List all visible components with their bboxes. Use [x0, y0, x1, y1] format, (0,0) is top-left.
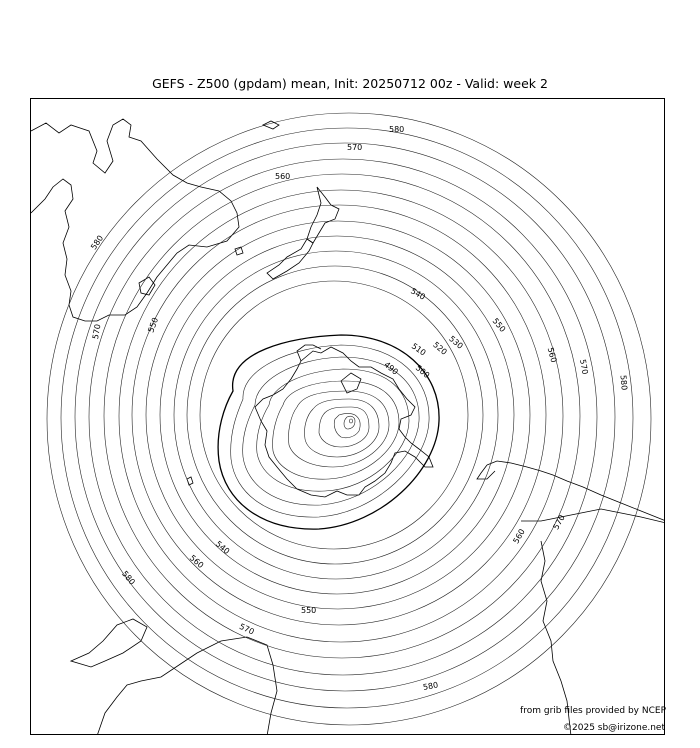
label-570-left: 570: [91, 323, 103, 340]
contour-525b: [200, 281, 468, 549]
contour-map: [31, 99, 665, 735]
contour-535: [231, 345, 432, 517]
copyright-credit: ©2025 sb@irizone.net: [563, 723, 665, 733]
label-570-top: 570: [347, 143, 363, 152]
label-570-lower-right: 570: [551, 513, 567, 532]
label-580-lower-left: 580: [120, 569, 137, 587]
data-source-credit: from grib files provided by NCEP: [520, 706, 666, 716]
contour-515: [288, 391, 389, 467]
label-550-left: 550: [146, 316, 161, 334]
height-contours: [47, 113, 651, 725]
label-490: 490: [382, 360, 400, 377]
contour-540b: [160, 236, 514, 594]
label-530: 530: [447, 334, 465, 351]
label-550-bottom: 550: [301, 606, 317, 615]
map-panel: [30, 98, 665, 735]
contour-510: [304, 399, 379, 457]
label-510: 510: [409, 341, 428, 358]
coastline-nz-north: [307, 187, 339, 243]
coastline-australia: [31, 119, 239, 321]
contour-540: [218, 335, 439, 529]
coastline-africa-south: [97, 637, 277, 735]
label-580-left: 580: [89, 233, 106, 252]
contour-575: [61, 128, 633, 708]
contour-545: [146, 221, 530, 609]
label-540-upper: 540: [409, 286, 427, 302]
contour-520: [273, 381, 399, 479]
coastline-africa: [71, 619, 147, 667]
label-560-lower-right: 560: [511, 527, 527, 546]
label-570-bottom: 570: [237, 621, 256, 637]
contour-555: [119, 190, 563, 642]
label-580-bottom: 580: [422, 680, 439, 692]
label-550-right: 550: [490, 316, 508, 334]
label-560-top: 560: [275, 172, 291, 181]
label-580-top: 580: [389, 125, 405, 134]
coastlines: [31, 119, 665, 735]
label-540-lower-left: 540: [213, 539, 232, 557]
contour-580: [47, 113, 651, 725]
label-580-right: 580: [618, 374, 629, 391]
coastline-south-america: [487, 461, 665, 521]
label-500: 500: [413, 363, 432, 381]
coastline-ross-shelf: [341, 373, 361, 393]
contour-labels: [89, 125, 629, 692]
label-520: 520: [431, 340, 449, 357]
label-570-right: 570: [578, 358, 590, 376]
coastline-islet-a: [235, 247, 243, 255]
label-560-lower-left: 560: [187, 553, 206, 571]
label-560-right: 560: [545, 346, 559, 364]
contour-490: [350, 419, 353, 423]
contour-560: [104, 174, 580, 658]
map-title: GEFS - Z500 (gpdam) mean, Init: 20250712 00z - Valid: week 2: [152, 76, 548, 91]
contour-495: [344, 416, 355, 429]
contour-505: [319, 407, 369, 447]
contour-525: [257, 369, 409, 491]
